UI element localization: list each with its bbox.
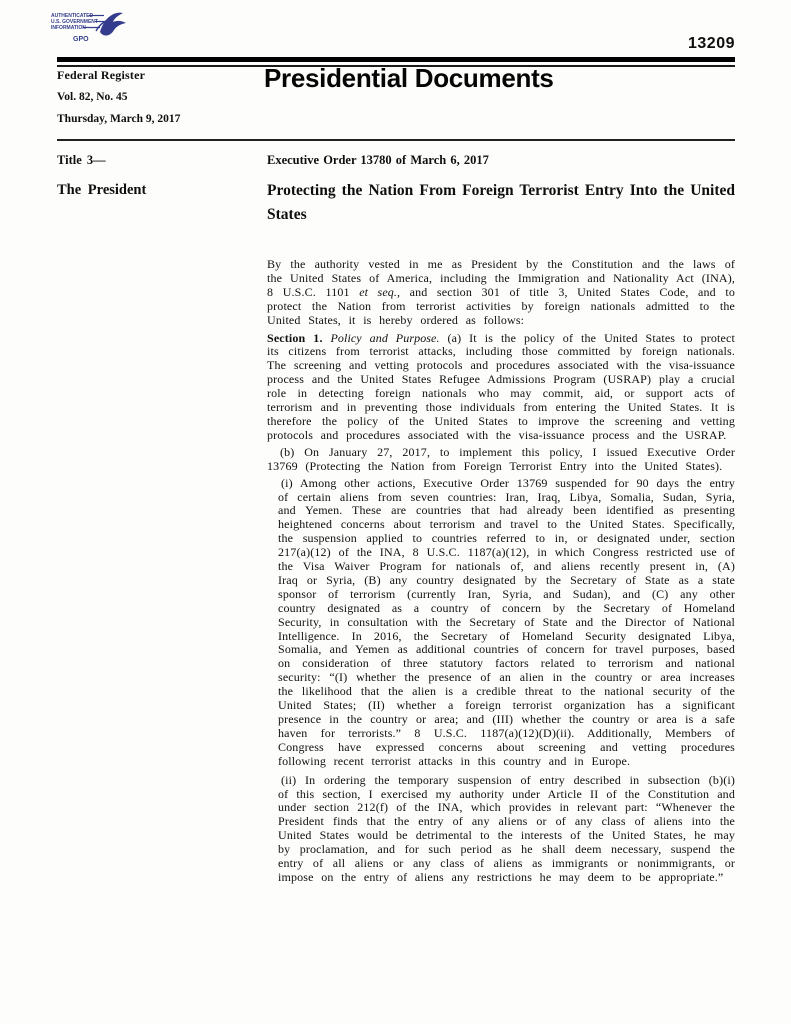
section-1-label: Section 1. — [267, 330, 323, 345]
top-rule-thick — [57, 57, 735, 62]
the-president-label: The President — [57, 182, 147, 198]
section-title: Presidential Documents — [264, 63, 554, 93]
title-3-label: Title 3— — [57, 153, 106, 167]
paragraph-section-1 — [267, 332, 735, 443]
authority-text-post: and section 301 of title 3, United States Code, and to protect the Nation from terrorist activities by foreign nationals admitted to the United States, it is hereby ordered as follows: — [267, 284, 735, 327]
gpo-authentication-seal — [50, 10, 134, 54]
order-body-text — [267, 258, 735, 885]
masthead-divider-rule — [57, 139, 735, 141]
page-number: 13209 — [688, 35, 735, 52]
masthead-left — [57, 68, 247, 126]
paragraph-b-i: (i) Among other actions, Executive Order 13769 suspended for 90 days the entry of certain aliens from seven countries: Iran, Iraq, Libya, Somalia, Sudan, Syria, and Yemen. These are countries that had already been identified as presenting heightened concerns about terrorism and travel to the United States. Specifically, the suspension applied to countries referred to in, or designated under, section 217(a)(12) of the INA, 8 U.S.C. 1187(a)(12), in which Congress restricted use of the Visa Waiver Program for nationals of, and aliens recently present in, (A) Iraq or Syria, (B) any country designated by the Secretary of State as a state sponsor of terrorism (currently Iran, Syria, and Sudan), and (C) any other country designated as a country of concern by the Secretary of Homeland Security, in consultation with the Secretary of State and the Director of National Intelligence. In 2016, the Secretary of Homeland Security designated Libya, Somalia, and Yemen as additional countries of concern for travel purposes, based on consideration of three statutory factors related to terrorism and national security: “(I) whether the presence of an alien in the country or area increases the likelihood that the alien is a credible threat to the national security of the United States; (II) whether a foreign terrorist organization has a significant presence in the country or area; and (III) whether the country or area is a safe haven for terrorists.” 8 U.S.C. 1187(a)(12)(D)(ii). Additionally, Members of Congress have expressed concerns about screening and vetting procedures following recent terrorist attacks in this country and in Europe. — [278, 475, 735, 768]
issue-date: Thursday, March 9, 2017 — [57, 113, 181, 125]
gpo-eagle-icon — [50, 10, 134, 54]
section-1-heading: Policy and Purpose. — [322, 330, 448, 345]
margin-column — [57, 153, 227, 199]
paragraph-b: (b) On January 27, 2017, to implement this policy, I issued Executive Order 13769 (Protecting the Nation from Foreign Terrorist Entry into the United States). — [267, 444, 735, 473]
authority-text-italic: et seq., — [359, 284, 401, 299]
authority-text-pre: By the authority vested in me as President by the Constitution and the laws of the United States of America, including the Immigration and Nationality Act (INA), 8 U.S.C. 1101 — [267, 257, 735, 299]
seal-line-1: AUTHENTICATED — [51, 13, 94, 19]
executive-order-subject: Protecting the Nation From Foreign Terrorist Entry Into the United States — [267, 182, 735, 223]
seal-line-3: INFORMATION — [51, 25, 86, 31]
executive-order-heading: Executive Order 13780 of March 6, 2017 — [267, 153, 489, 167]
seal-line-2: U.S. GOVERNMENT — [51, 19, 98, 25]
seal-gpo-label: GPO — [73, 36, 89, 43]
section-1-text: (a) It is the policy of the United States to protect its citizens from terrorist attacks, including those committed by foreign nationals. The screening and vetting protocols and procedures associated with the visa-issuance process and the United States Refugee Admissions Program (USRAP) play a crucial role in detecting foreign nationals who may commit, aid, or support acts of terrorism and in preventing those individuals from entering the United States. It is therefore the policy of the United States to improve the screening and vetting protocols and procedures associated with the visa-issuance process and the USRAP. — [267, 330, 735, 442]
content-column — [267, 153, 735, 888]
publication-name: Federal Register — [57, 68, 146, 82]
volume-number: Vol. 82, No. 45 — [57, 91, 128, 103]
paragraph-authority — [267, 258, 735, 328]
paragraph-b-ii: (ii) In ordering the temporary suspension of entry described in subsection (b)(i) of this section, I exercised my authority under Article II of the Constitution and under section 212(f) of the INA, which provides in relevant part: “Whenever the President finds that the entry of any aliens or of any class of aliens into the United States would be detrimental to the interests of the United States, he may by proclamation, and for such period as he shall deem necessary, suspend the entry of all aliens or any class of aliens as immigrants or nonimmigrants, or impose on the entry of aliens any restrictions he may deem to be appropriate.” — [278, 772, 735, 884]
